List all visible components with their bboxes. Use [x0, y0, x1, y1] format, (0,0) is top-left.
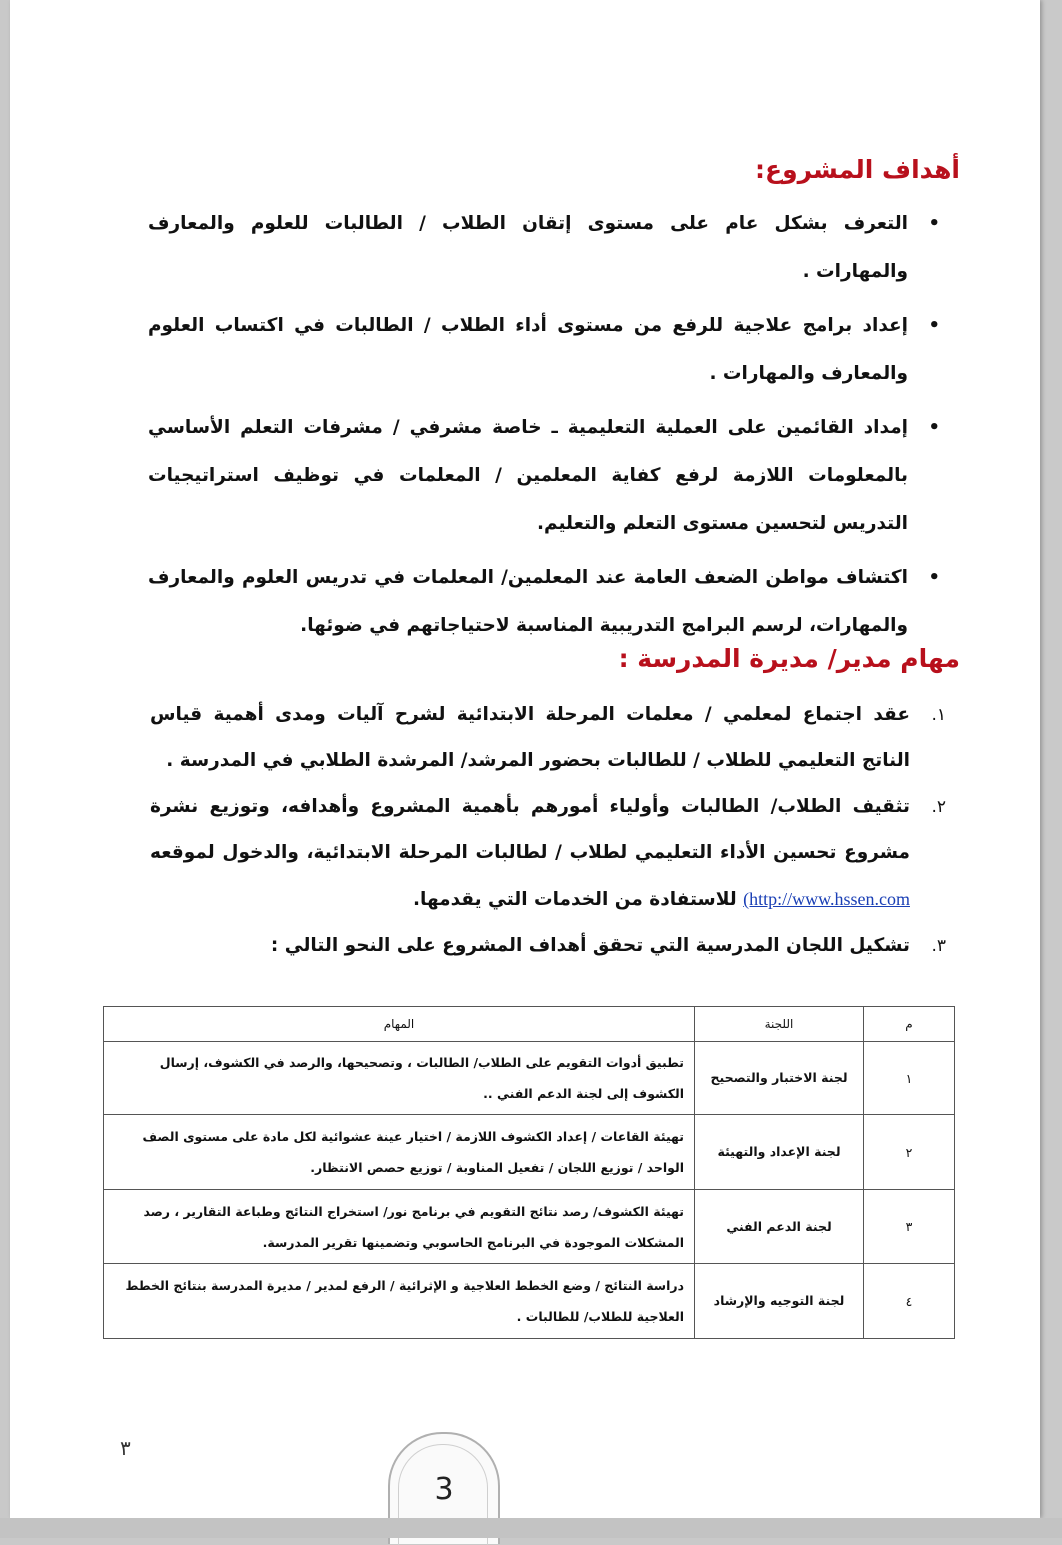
bottom-bar [0, 1518, 1062, 1538]
task-item [150, 784, 946, 923]
objective-item: • اكتشاف مواطن الضعف العامة عند المعلمين/ المعلمات في تدريس العلوم والمعارف والمهارات، لرسم البرامج التدريبية المناسبة لاحتياجاتهم في ضوئها. [148, 554, 908, 650]
row-num: ٣ [864, 1190, 955, 1264]
row-num: ٤ [864, 1264, 955, 1339]
row-tasks: تهيئة القاعات / إعداد الكشوف اللازمة / اختيار عينة عشوائية لكل مادة على مستوى الصف الواحد / توزيع اللجان / تفعيل المناوبة / توزيع حصص الانتظار. [104, 1115, 695, 1190]
row-committee: لجنة الإعداد والتهيئة [695, 1115, 864, 1190]
objective-item: • إعداد برامج علاجية للرفع من مستوى أداء الطلاب / الطالبات في اكتساب العلوم والمعارف والمهارات . [148, 302, 908, 398]
header-tasks: المهام [104, 1007, 695, 1042]
row-tasks: تهيئة الكشوف/ رصد نتائج التقويم في برنامج نور/ استخراج النتائج وطباعة التقارير ، رصد المشكلات الموجودة في البرنامج الحاسوبي وتضمينها تقرير المدرسة. [104, 1190, 695, 1264]
objective-item: • التعرف بشكل عام على مستوى إتقان الطلاب / الطالبات للعلوم والمعارف والمهارات . [148, 200, 908, 296]
task-number: ٣. [931, 936, 946, 956]
committees-table [103, 1006, 955, 1339]
table-header-row [104, 1007, 955, 1042]
table-row [104, 1264, 955, 1339]
page-number: ٣ [120, 1436, 131, 1460]
row-num: ٢ [864, 1115, 955, 1190]
principal-tasks-title: مهام مدير/ مديرة المدرسة : [618, 644, 960, 673]
website-link[interactable]: (http://www.hssen.com [743, 889, 910, 909]
principal-tasks-list [150, 692, 946, 969]
objectives-title: أهداف المشروع: [755, 155, 960, 184]
header-num: م [864, 1007, 955, 1042]
objectives-list [148, 200, 908, 656]
row-num: ١ [864, 1042, 955, 1115]
row-committee: لجنة الاختبار والتصحيح [695, 1042, 864, 1115]
header-committee: اللجنة [695, 1007, 864, 1042]
task-number: ١. [931, 705, 946, 725]
row-committee: لجنة التوجيه والإرشاد [695, 1264, 864, 1339]
task-number: ٢. [931, 797, 946, 817]
task-text-after: للاستفادة من الخدمات التي يقدمها. [412, 889, 737, 910]
table-row [104, 1115, 955, 1190]
objective-item: • إمداد القائمين على العملية التعليمية ـ خاصة مشرفي / مشرفات التعلم الأساسي بالمعلومات اللازمة لرفع كفاية المعلمين / المعلمات في توظيف استراتيجيات التدريس لتحسين مستوى التعلم والتعليم. [148, 404, 908, 548]
task-text: تثقيف الطلاب/ الطالبات وأولياء أمورهم بأهمية المشروع وأهدافه، وتوزيع نشرة مشروع تحسين الأداء التعليمي لطلاب / لطالبات المرحلة الابتدائية، والدخول لموقعه [150, 796, 910, 863]
task-text: تشكيل اللجان المدرسية التي تحقق أهداف المشروع على النحو التالي : [270, 935, 910, 956]
row-tasks: تطبيق أدوات التقويم على الطلاب/ الطالبات ، وتصحيحها، والرصد في الكشوف، إرسال الكشوف إلى لجنة الدعم الفني .. [104, 1042, 695, 1115]
row-tasks: دراسة النتائج / وضع الخطط العلاجية و الإثرائية / الرفع لمدير / مديرة المدرسة بنتائج الخطط العلاجية للطلاب/ للطالبات . [104, 1264, 695, 1339]
task-text: عقد اجتماع لمعلمي / معلمات المرحلة الابتدائية لشرح آليات ومدى أهمية قياس الناتج التعليمي للطلاب / للطالبات بحضور المرشد/ المرشدة الطلابي في المدرسة . [150, 704, 910, 771]
table-row [104, 1190, 955, 1264]
task-item [150, 923, 946, 969]
tab-page-number: 3 [434, 1472, 454, 1507]
task-item [150, 692, 946, 784]
row-committee: لجنة الدعم الفني [695, 1190, 864, 1264]
table-row [104, 1042, 955, 1115]
